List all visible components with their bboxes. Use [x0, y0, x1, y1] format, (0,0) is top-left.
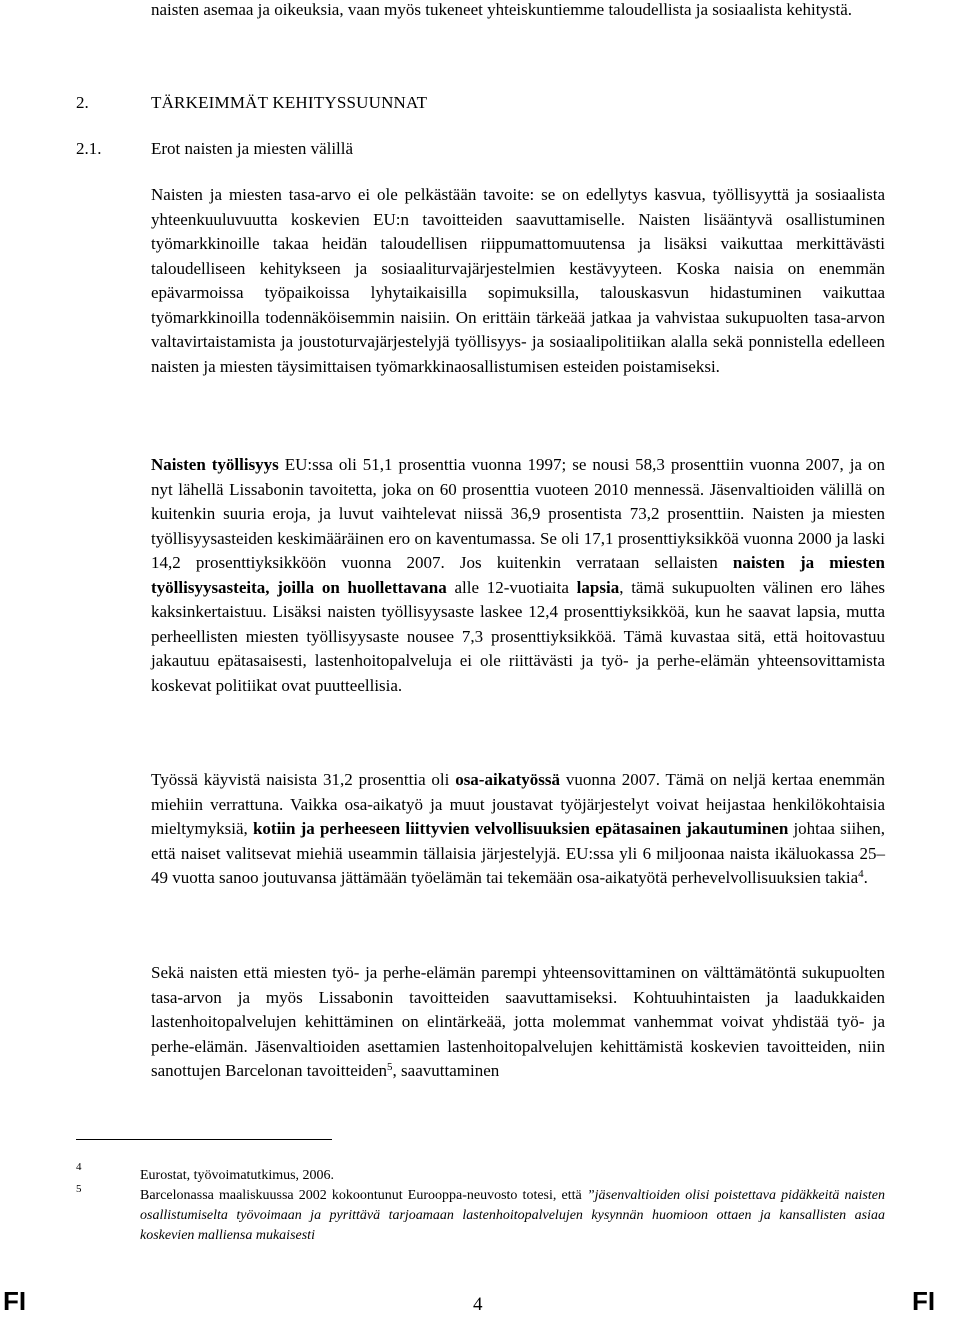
footnote-ref-5[interactable]: 5: [387, 1061, 393, 1073]
footnote-4: Eurostat, työvoimatutkimus, 2006.: [140, 1168, 335, 1183]
footnote-text: Barcelonassa maaliskuussa 2002 kokoontunut Eurooppa-neuvosto totesi, että: [140, 1188, 587, 1203]
language-code-right: FI: [912, 1286, 936, 1316]
section-title: TÄRKEIMMÄT KEHITYSSUUNNAT: [151, 93, 428, 112]
text-run: .: [863, 868, 868, 887]
paragraph-intro-continuation: naisten asemaa ja oikeuksia, vaan myös tukeneet yhteiskuntiemme taloudellista ja sosiaalista kehitystä.: [151, 0, 853, 19]
bold-phrase: osa-aikatyössä: [455, 770, 561, 789]
text-run: vuonna 2007. Tämä on neljä kertaa enemmän miehiin verrattuna. Vaikka osa-aikatyö ja muut joustavat työjärjestelyt voivat heijastaa henkilökohtaisia mieltymyksiä,: [151, 770, 886, 838]
subsection-number: 2.1.: [76, 139, 102, 158]
text-run: Työssä käyvistä naisista 31,2 prosenttia oli: [151, 770, 456, 789]
text-run: johtaa siihen, että naiset valitsevat miehiä useammin tällaisia järjestelyjä. EU:ssa yli 6 miljoonaa naista ikäluokassa 25–49 vuotta sanoo joutuvansa jättämään työelämän tai tekemään osa-aikatyötä perhevelvollisuuksien takia: [151, 819, 885, 887]
text-run: EU:ssa oli 51,1 prosenttia vuonna 1997; se nousi 58,3 prosenttiin vuonna 2007, ja on nyt lähellä Lissabonin tavoitetta, joka on 60 prosenttia vuoteen 2010 mennessä. Jäsenvaltioiden välillä on kuitenkin suuria eroja, ja luvut vaihtelevat niissä 36,9 prosentista 73,2 prosenttiin. Naisten ja miesten työllisyysasteiden keskimääräinen ero on kaventumassa. Se oli 17,1 prosenttiyksikköä vuonna 2000 ja laski 14,2 prosenttiyksikköön vuonna 2007. Jos kuitenkin verrataan sellaisten: [151, 455, 885, 572]
text-run: alle 12-vuotiaita: [446, 577, 577, 597]
bold-phrase: lapsia: [576, 577, 620, 597]
subsection-title: Erot naisten ja miesten välillä: [151, 139, 354, 158]
section-number: 2.: [76, 93, 89, 112]
footnote-5: [140, 1186, 885, 1246]
paragraph-equality: Naisten ja miesten tasa-arvo ei ole pelkästään tavoite: se on edellytys kasvua, työllisyyttä ja sosiaalista yhteenkuuluvuutta koskevien EU:n tavoitteiden saavuttamiselle. Naisten lisääntyvä osallistuminen työmarkkinoille takaa heidän taloudellisen riippumattomuutensa ja lisäksi vaikuttaa merkittävästi taloudelliseen kehitykseen ja sosiaaliturvajärjestelmien kestävyyteen. Koska naisia on enemmän epävarmoissa työpaikoissa lyhytaikaisilla sopimuksilla, talouskasvun hidastuminen vaikuttaa työmarkkinoilla todennäköisemmin naisiin. On erittäin tärkeää jatkaa ja vahvistaa sukupuolten tasa-arvon valtavirtaistamista ja joustoturvajärjestelyjä työllisyys- ja sosiaalipolitiikan alalla sekä ponnistella edelleen naisten ja miesten täysimittaisen työmarkkinaosallistumisen esteiden poistamiseksi.: [151, 185, 885, 376]
page-number: 4: [473, 1294, 483, 1315]
bold-phrase: naisten ja miesten työllisyysasteita, joilla on huollettavana: [151, 553, 886, 597]
text-run: Sekä naisten että miesten työ- ja perhe-elämän parempi yhteensovittaminen on välttämätöntä sukupuolten tasa-arvon ja myös Lissabonin tavoitteiden saavuttamiseksi. Kohtuuhintaisten ja laadukkaiden lastenhoitopalvelujen kehittäminen on elintärkeää, jotta molemmat vanhemmat voivat yhdistää työ- ja perhe-elämän. Jäsenvaltioiden asettamien lastenhoitopalvelujen kehittämistä koskevien tavoitteiden, niin sanottujen Barcelonan tavoitteiden: [151, 963, 885, 1080]
paragraph-part-time: [151, 768, 885, 891]
language-code-left: FI: [3, 1286, 27, 1316]
footnote-number: 5: [76, 1183, 82, 1195]
bold-phrase: Naisten työllisyys: [151, 455, 279, 474]
text-run: , saavuttaminen: [392, 1061, 500, 1080]
footnote-separator: [76, 1139, 332, 1140]
text-run: , tämä sukupuolten välinen ero lähes kaksinkertaistuu. Lisäksi naisten työllisyysaste laskee 12,4 prosenttiyksikköä, kun he saavat lapsia, mutta perheellisten miesten työllisyysaste nousee 7,3 prosenttiyksikköä. Tämä kuvastaa sitä, että hoitovastuu jakautuu epätasaisesti, lastenhoitopalveluja ei ole riittävästi ja työ- ja perhe-elämän yhteensovittamista koskevat politiikat ovat puutteellisia.: [151, 577, 886, 695]
bold-phrase: kotiin ja perheeseen liittyvien velvollisuuksien epätasainen jakautuminen: [252, 819, 789, 838]
paragraph-employment: [151, 453, 885, 698]
footnote-number: 4: [76, 1161, 82, 1173]
paragraph-reconciliation: [151, 961, 885, 1084]
footnote-quote: ”jäsenvaltioiden olisi poistettava pidäkkeitä naisten osallistumiselta työvoimaan ja pyrittävä tarjoamaan lastenhoitopalvelujen kysynnän huomioon ottaen ja kansallisten asiaa koskevien malliensa mukaisesti: [140, 1188, 885, 1243]
footnote-ref-4[interactable]: 4: [858, 868, 864, 880]
